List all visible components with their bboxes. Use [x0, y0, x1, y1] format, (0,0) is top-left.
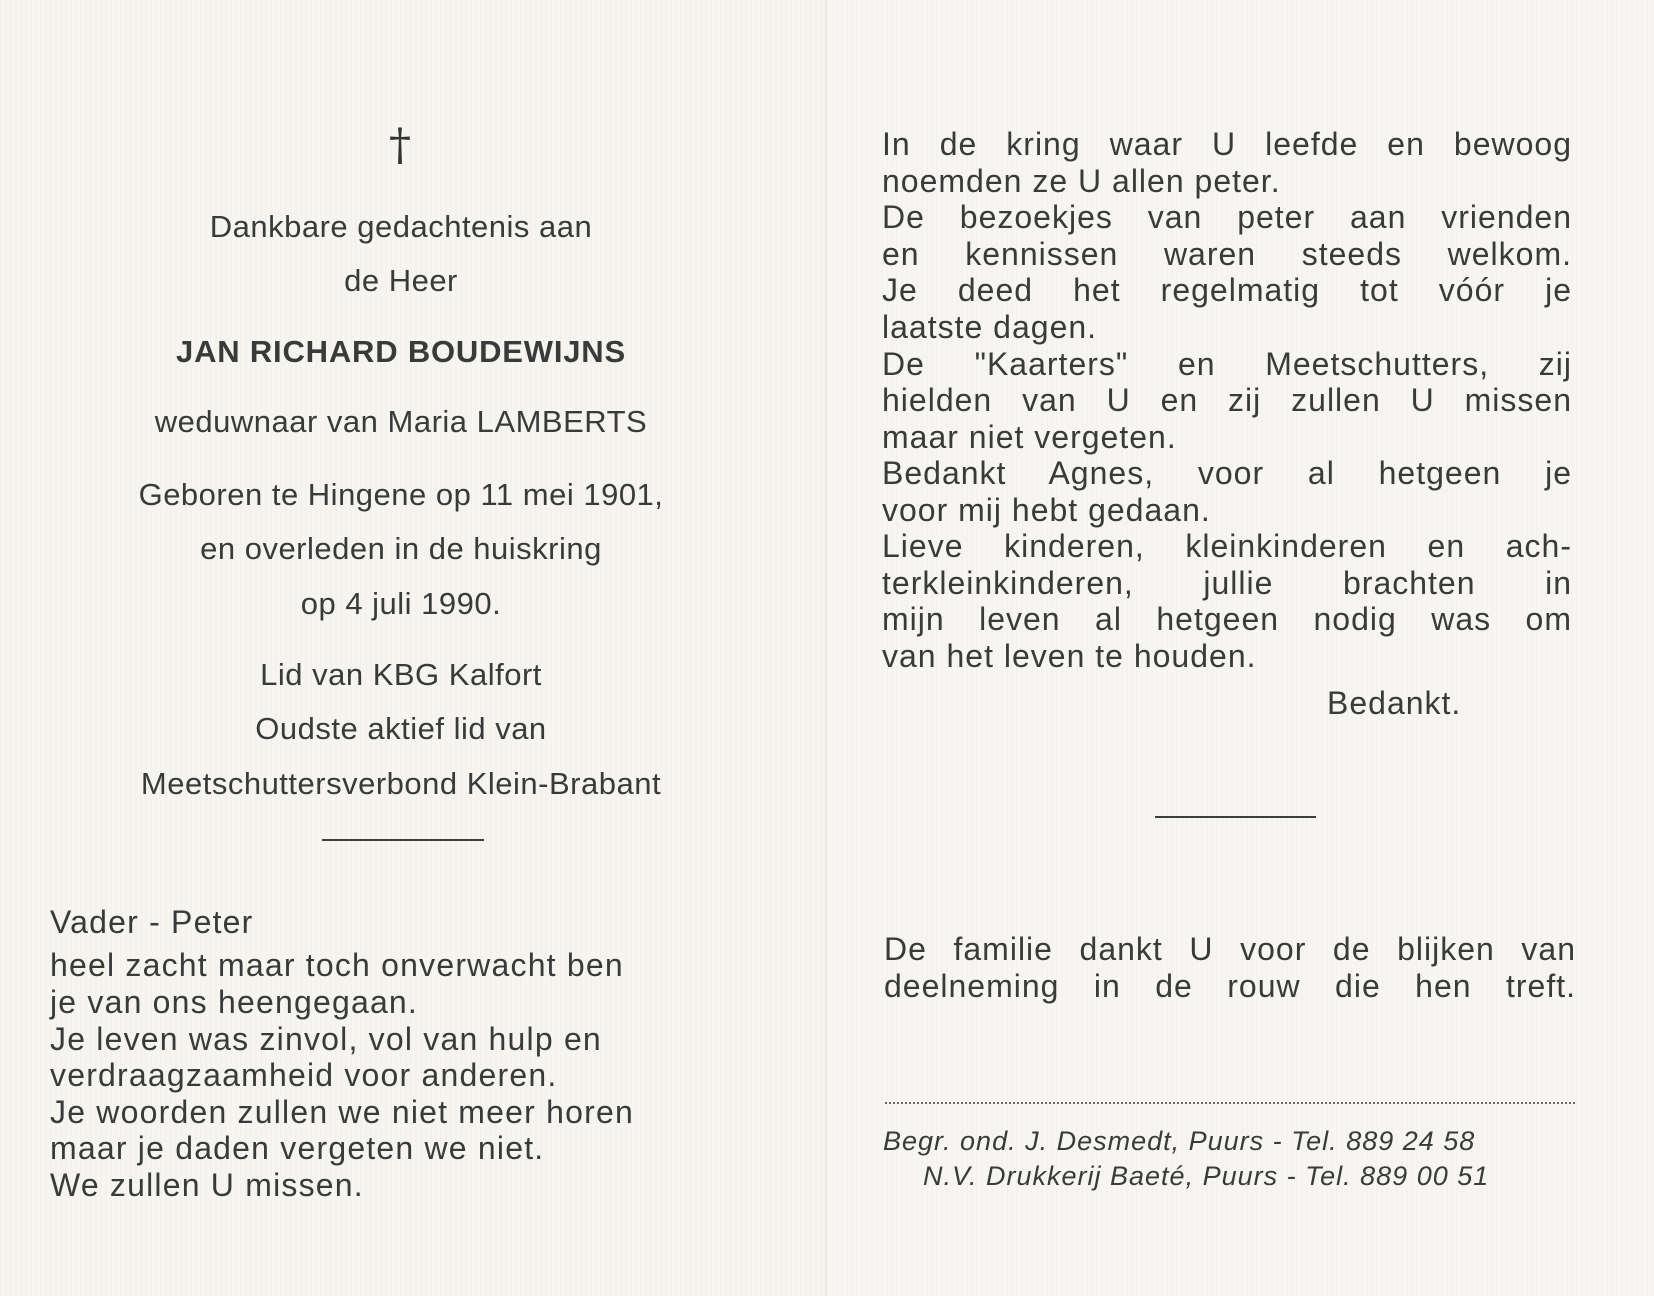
cross-icon: † [389, 120, 411, 171]
funeral-director-imprint: Begr. ond. J. Desmedt, Puurs - Tel. 889 24 58 [883, 1126, 1476, 1156]
card-fold [826, 0, 828, 1296]
tribute-line: en kennissen waren steeds welkom. [882, 236, 1572, 272]
membership-line: Lid van KBG Kalfort [260, 657, 542, 692]
poem-line: Je leven was zinvol, vol van hulp en [50, 1021, 602, 1057]
left-divider [322, 839, 484, 841]
tribute-line: van het leven te houden. [882, 638, 1257, 674]
tribute-line: De bezoekjes van peter aan vrienden [882, 199, 1572, 235]
right-divider [1155, 816, 1316, 818]
tribute-line: In de kring waar U leefde en bewoog [882, 126, 1572, 162]
tribute-line: mijn leven al hetgeen nodig was om [882, 601, 1572, 637]
tribute-line: De "Kaarters" en Meetschutters, zij [882, 346, 1572, 382]
dotted-separator [885, 1102, 1575, 1104]
printer-imprint: N.V. Drukkerij Baeté, Puurs - Tel. 889 00 51 [923, 1161, 1490, 1191]
tribute-line: terkleinkinderen, jullie brachten in [882, 565, 1572, 601]
poem-line: Je woorden zullen we niet meer horen [50, 1094, 634, 1130]
tribute-line: noemden ze U allen peter. [882, 163, 1281, 199]
tribute-line: Je deed het regelmatig tot vóór je [882, 272, 1572, 308]
death-date-line: op 4 juli 1990. [300, 586, 502, 621]
poem-line: We zullen U missen. [50, 1167, 364, 1203]
tribute-line: Lieve kinderen, kleinkinderen en ach- [882, 528, 1572, 564]
tribute-line: laatste dagen. [882, 309, 1098, 345]
widower-line: weduwnaar van Maria LAMBERTS [154, 404, 648, 439]
poem-line: verdraagzaamheid voor anderen. [50, 1057, 558, 1093]
poem-line: Vader - Peter [50, 904, 254, 940]
family-thanks-line: deelneming in de rouw die hen treft. [884, 968, 1576, 1004]
poem-line: heel zacht maar toch onverwacht ben [50, 947, 624, 983]
tribute-line: voor mij hebt gedaan. [882, 492, 1211, 528]
family-thanks-line: De familie dankt U voor de blijken van [884, 931, 1576, 967]
header-line-2: de Heer [344, 263, 458, 298]
association-line: Meetschuttersverbond Klein-Brabant [140, 766, 662, 801]
header-line-1: Dankbare gedachtenis aan [209, 209, 593, 244]
birth-line: Geboren te Hingene op 11 mei 1901, [138, 477, 664, 512]
tribute-line: Bedankt Agnes, voor al hetgeen je [882, 455, 1572, 491]
oldest-member-line: Oudste aktief lid van [255, 711, 547, 746]
poem-line: je van ons heengegaan. [50, 984, 419, 1020]
tribute-line: hielden van U en zij zullen U missen [882, 382, 1572, 418]
poem-line: maar je daden vergeten we niet. [50, 1130, 545, 1166]
death-line: en overleden in de huiskring [200, 531, 602, 566]
tribute-line: maar niet vergeten. [882, 419, 1177, 455]
deceased-name: JAN RICHARD BOUDEWIJNS [176, 334, 626, 369]
closing-thanks: Bedankt. [1327, 685, 1462, 721]
